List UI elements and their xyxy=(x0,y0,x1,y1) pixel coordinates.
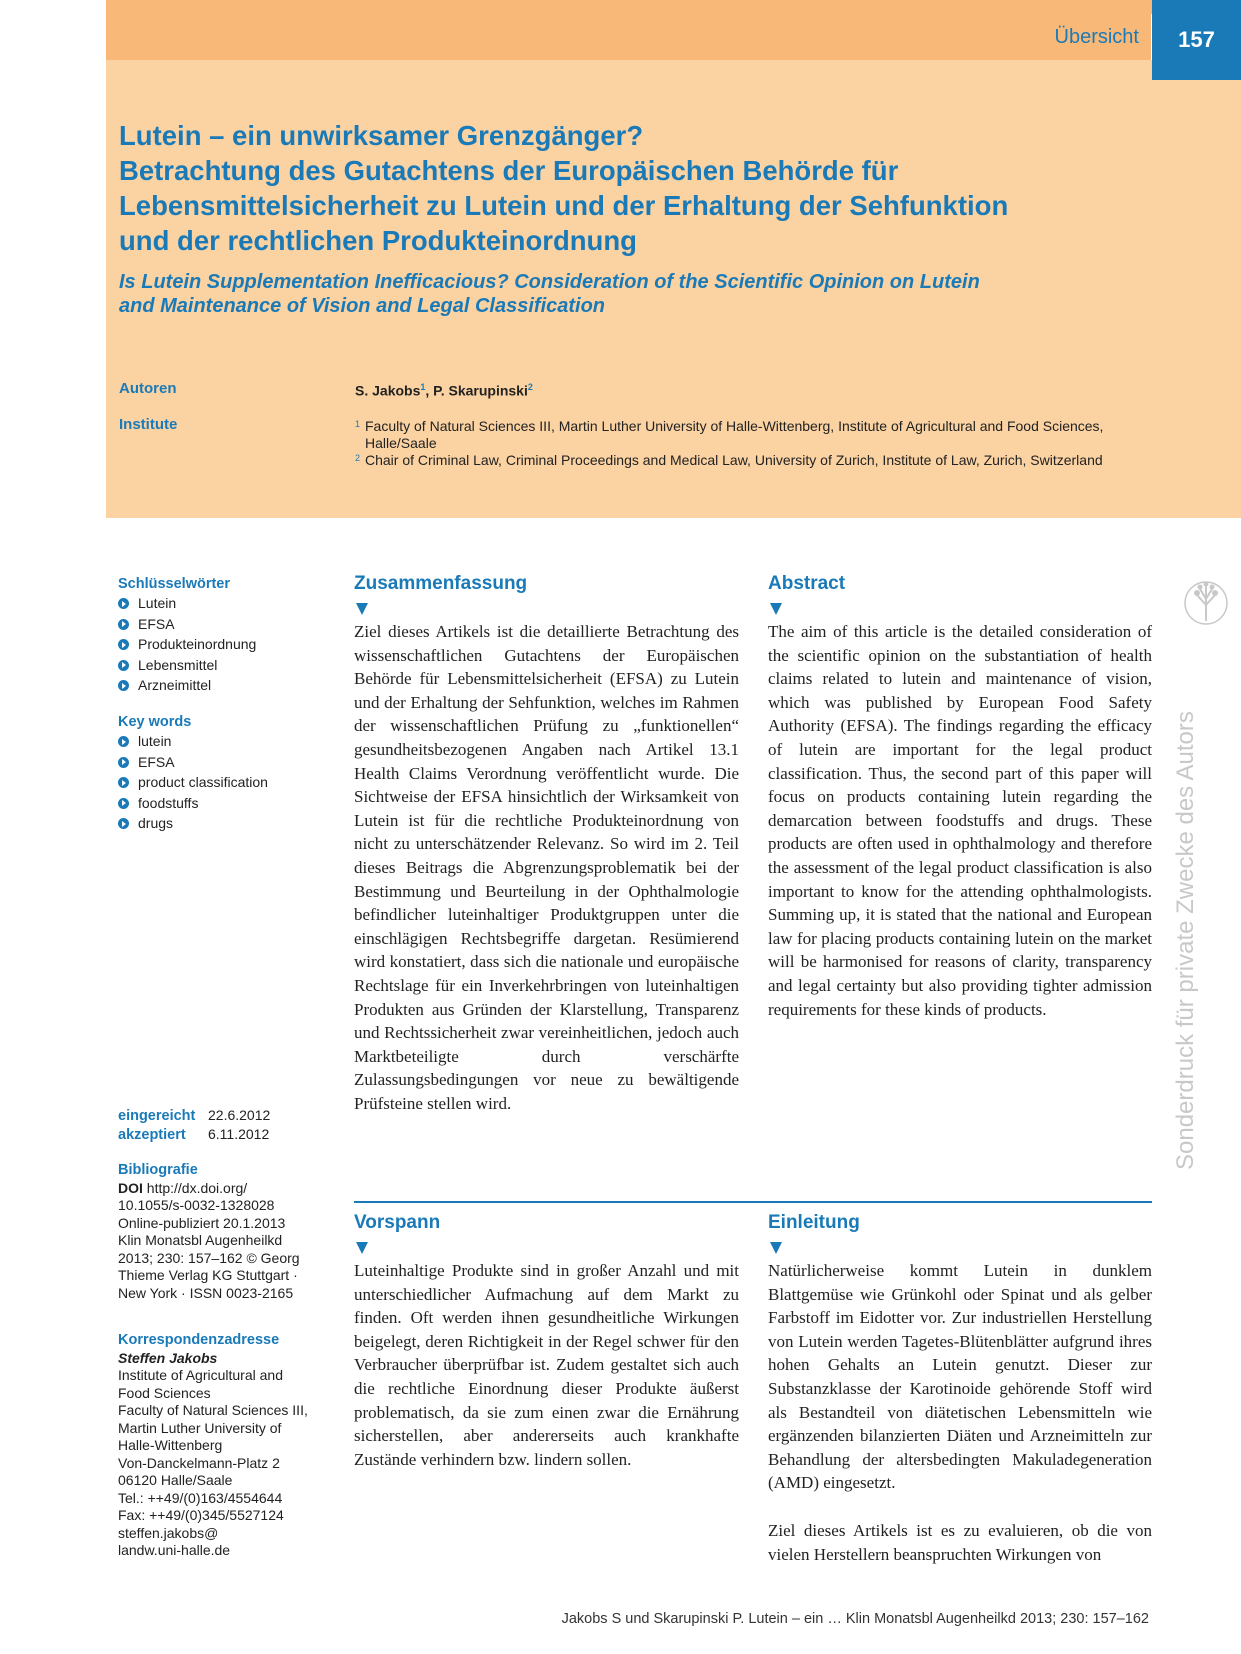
bullet-arrow-icon xyxy=(118,757,129,768)
article-title-english xyxy=(119,270,1019,318)
bullet-arrow-icon xyxy=(118,736,129,747)
institute-text: Faculty of Natural Sciences III, Martin Luther University of Halle-Wittenberg, Institute of Agricultural and Food Sciences, Halle/Saale xyxy=(365,418,1104,451)
institute-label: Institute xyxy=(119,416,178,433)
doi-label: DOI xyxy=(118,1179,143,1196)
doi-link[interactable]: http://dx.doi.org/ xyxy=(146,1179,248,1196)
bibliography-line: Online-publiziert 20.1.2013 xyxy=(118,1214,286,1231)
bibliography-line: New York · ISSN 0023-2165 xyxy=(118,1284,294,1301)
keyword-text: Lutein xyxy=(138,595,177,611)
keyword-text: EFSA xyxy=(138,615,175,632)
institute-2 xyxy=(355,452,1135,469)
email-line[interactable]: steffen.jakobs@ xyxy=(118,1524,219,1541)
down-triangle-icon xyxy=(770,603,782,615)
title-line: und der rechtlichen Produkteinordnung xyxy=(119,225,637,256)
keyword-item xyxy=(118,594,318,615)
article-title-german xyxy=(119,118,1079,258)
tree-logo-icon xyxy=(1183,575,1229,631)
phone-line: Tel.: ++49/(0)163/4554644 xyxy=(118,1489,283,1506)
author-separator: , xyxy=(425,382,434,399)
section-divider xyxy=(354,1201,1152,1203)
correspondence-name: Steffen Jakobs xyxy=(118,1349,218,1366)
keywords-german xyxy=(118,576,318,696)
submitted-label: eingereicht xyxy=(118,1108,196,1124)
address-line: Martin Luther University of xyxy=(118,1419,282,1436)
page-number: 157 xyxy=(1152,0,1241,80)
address-line: Institute of Agricultural and xyxy=(118,1367,283,1383)
bibliography-line: 2013; 230: 157–162 © Georg xyxy=(118,1249,300,1266)
bullet-arrow-icon xyxy=(118,818,129,829)
keyword-text: drugs xyxy=(138,815,174,831)
zusammenfassung-text: Ziel dieses Artikels ist die detaillierte Betrachtung des wissenschaftlichen Gutachtens der Europäischen Behörde für Lebensmittelsicherheit (EFSA) zu Lutein und der Erhaltung der Sehfunktion, welches im Rahmen der wissenschaftlichen Prüfung zu „funktionellen“ gesundheitsbezogenen Angaben nach Artikel 13.1 Health Claims Verordnung veröffentlicht wurde. Die Sichtweise der EFSA hinsichtlich der Wirksamkeit von Lutein ist für die rechtliche Produkteinordnung von nicht zu unterschätzender Relevanz. So wird im 2. Teil dieses Beitrags die Abgrenzungsproblematik bei der Bestimmung und Beurteilung in der Ophthalmologie befindlicher luteinhaltiger Produktgruppen unter die einschlägigen Rechtsbegriffe dargetan. Resümierend wird konstatiert, dass sich die nationale und europäische Rechtslage für ein Inverkehrbringen von luteinhaltigen Produkten aus Gründen der Klarstellung, Transparenz und Rechtssicherheit zwar vereinheitlichen, jedoch auch Marktbeteiligte durch verschärfte Zulassungsbedingungen vor neue zu bewältigende Prüfsteine stellen wird. xyxy=(354,622,739,1113)
keyword-item xyxy=(118,793,318,814)
correspondence-heading: Korrespondenzadresse xyxy=(118,1332,280,1348)
keyword-text: Lebensmittel xyxy=(138,656,218,673)
title-line: and Maintenance of Vision and Legal Classification xyxy=(119,295,606,317)
affiliation-marker: 2 xyxy=(527,382,533,392)
einleitung-text: Ziel dieses Artikels ist es zu evaluieren, ob die von vielen Herstellern beanspruchten Wirkungen von xyxy=(768,1521,1152,1564)
keywords-en-heading: Key words xyxy=(118,714,192,730)
down-triangle-icon xyxy=(356,603,368,615)
address-line: Food Sciences xyxy=(118,1384,211,1401)
page-footer: Jakobs S und Skarupinski P. Lutein – ein … Klin Monatsbl Augenheilkd 2013; 230: 157–162 xyxy=(561,1611,1149,1627)
title-line: Lebensmittelsicherheit zu Lutein und der Erhaltung der Sehfunktion xyxy=(119,190,1009,221)
section-label: Übersicht xyxy=(1054,26,1139,48)
keywords-english xyxy=(118,714,318,834)
keyword-item xyxy=(118,655,318,676)
email-line[interactable]: landw.uni-halle.de xyxy=(118,1542,231,1558)
authors xyxy=(355,382,533,399)
fax-line: Fax: ++49/(0)345/5527124 xyxy=(118,1507,284,1523)
down-triangle-icon xyxy=(770,1242,782,1254)
address-line: Von-Danckelmann-Platz 2 xyxy=(118,1454,280,1471)
bibliography-line: 10.1055/s-0032-1328028 xyxy=(118,1197,275,1213)
doi-line xyxy=(118,1180,318,1198)
vorspann-text: Luteinhaltige Produkte sind in großer Anzahl und mit unterschiedlicher Aufmachung auf dem Markt zu finden. Oft werden ihnen gesundheitliche Wirkungen beigelegt, deren Richtigkeit in der Regel schwer für den Verbraucher überprüfbar ist. Zudem gestaltet sich auch die rechtliche Einordnung dieser Produkte äußerst problematisch, da sie zum einen zwar die Ernährung sicherstellen, aber andererseits auch krankhafte Zustände verhindern bzw. lindern sollen. xyxy=(354,1261,739,1469)
accepted-label: akzeptiert xyxy=(118,1126,186,1143)
institute-1 xyxy=(355,418,1135,452)
title-line: Lutein – ein unwirksamer Grenzgänger? xyxy=(119,120,644,151)
keyword-item xyxy=(118,752,318,773)
bullet-arrow-icon xyxy=(118,660,129,671)
address-line: Halle-Wittenberg xyxy=(118,1437,223,1453)
dates xyxy=(118,1107,318,1144)
author-name: P. Skarupinski xyxy=(433,382,528,399)
bibliography xyxy=(118,1162,318,1302)
bullet-arrow-icon xyxy=(118,680,129,691)
bullet-arrow-icon xyxy=(118,619,129,630)
keyword-text: EFSA xyxy=(138,753,175,770)
keyword-item xyxy=(118,614,318,635)
bibliography-heading: Bibliografie xyxy=(118,1162,198,1178)
bibliography-line: Thieme Verlag KG Stuttgart · xyxy=(118,1267,298,1283)
vorspann-heading: Vorspann xyxy=(354,1212,441,1233)
bullet-arrow-icon xyxy=(118,598,129,609)
watermark-text: Sonderdruck für private Zwecke des Autors xyxy=(1172,711,1199,1170)
title-line: Betrachtung des Gutachtens der Europäischen Behörde für xyxy=(119,155,899,186)
keyword-text: product classification xyxy=(138,774,268,790)
address-line: 06120 Halle/Saale xyxy=(118,1472,233,1488)
einleitung-heading: Einleitung xyxy=(768,1212,860,1233)
affiliation-marker: 1 xyxy=(355,419,361,429)
keyword-text: Arzneimittel xyxy=(138,677,212,693)
accepted-value: 6.11.2012 xyxy=(208,1125,270,1142)
keyword-item xyxy=(118,676,318,697)
submitted-date xyxy=(118,1107,318,1126)
title-line: Is Lutein Supplementation Inefficacious? Consideration of the Scientific Opinion on Lutein xyxy=(119,271,980,293)
affiliation-marker: 2 xyxy=(355,453,361,463)
submitted-value: 22.6.2012 xyxy=(208,1107,271,1123)
abstract-heading: Abstract xyxy=(768,573,846,594)
address-line: Faculty of Natural Sciences III, xyxy=(118,1402,308,1418)
keyword-item xyxy=(118,773,318,794)
keywords-de-heading: Schlüsselwörter xyxy=(118,576,231,592)
zusammenfassung-heading: Zusammenfassung xyxy=(354,573,528,594)
bullet-arrow-icon xyxy=(118,639,129,650)
keyword-text: lutein xyxy=(138,733,172,749)
bibliography-line: Klin Monatsbl Augenheilkd xyxy=(118,1232,283,1248)
einleitung-text: Natürlicherweise kommt Lutein in dunklem Blattgemüse wie Grünkohl oder Spinat und als gelber Farbstoff im Eidotter vor. Zur industriellen Herstellung von Lutein werden Tagetes-Blütenblätter aufgrund ihres hohen Gehalts an Lutein genutzt. Dieser zur Substanzklasse der Karotinoide gehörende Stoff wird als Bestandteil von diätetischen Lebensmitteln wie ergänzenden bilanzierten Diäten und Arzneimitteln zur Behandlung der altersbedingten Makuladegeneration (AMD) eingesetzt. xyxy=(768,1261,1152,1493)
correspondence xyxy=(118,1332,318,1560)
authors-label: Autoren xyxy=(119,380,177,397)
accepted-date xyxy=(118,1126,318,1145)
keyword-item xyxy=(118,635,318,656)
reprint-watermark xyxy=(1172,660,1212,1170)
down-triangle-icon xyxy=(356,1242,368,1254)
abstract-text: The aim of this article is the detailed consideration of the scientific opinion on the substantiation of health claims related to lutein and maintenance of vision, which was published by European Food Safety Authority (EFSA). The findings regarding the efficacy of lutein are important for the legal product classification. Thus, the second part of this paper will focus on products containing lutein regarding the demarcation between foodstuffs and drugs. These products are often used in ophthalmology and therefore the assessment of the legal product classification is also important to know for the attending ophthalmologists. Summing up, it is stated that the national and European law for placing products containing lutein on the market will be harmonised for reasons of clarity, transparency and legal certainty but also providing tighter admission requirements for these kinds of products. xyxy=(768,622,1152,1019)
author-name: S. Jakobs xyxy=(355,382,421,399)
institute-text: Chair of Criminal Law, Criminal Proceedings and Medical Law, University of Zurich, Institute of Law, Zurich, Switzerland xyxy=(365,452,1103,468)
bullet-arrow-icon xyxy=(118,777,129,788)
keyword-text: foodstuffs xyxy=(138,794,199,811)
keyword-text: Produkteinordnung xyxy=(138,636,257,652)
keyword-item xyxy=(118,814,318,835)
affiliation-marker: 1 xyxy=(420,382,426,392)
keyword-item xyxy=(118,732,318,753)
bullet-arrow-icon xyxy=(118,798,129,809)
